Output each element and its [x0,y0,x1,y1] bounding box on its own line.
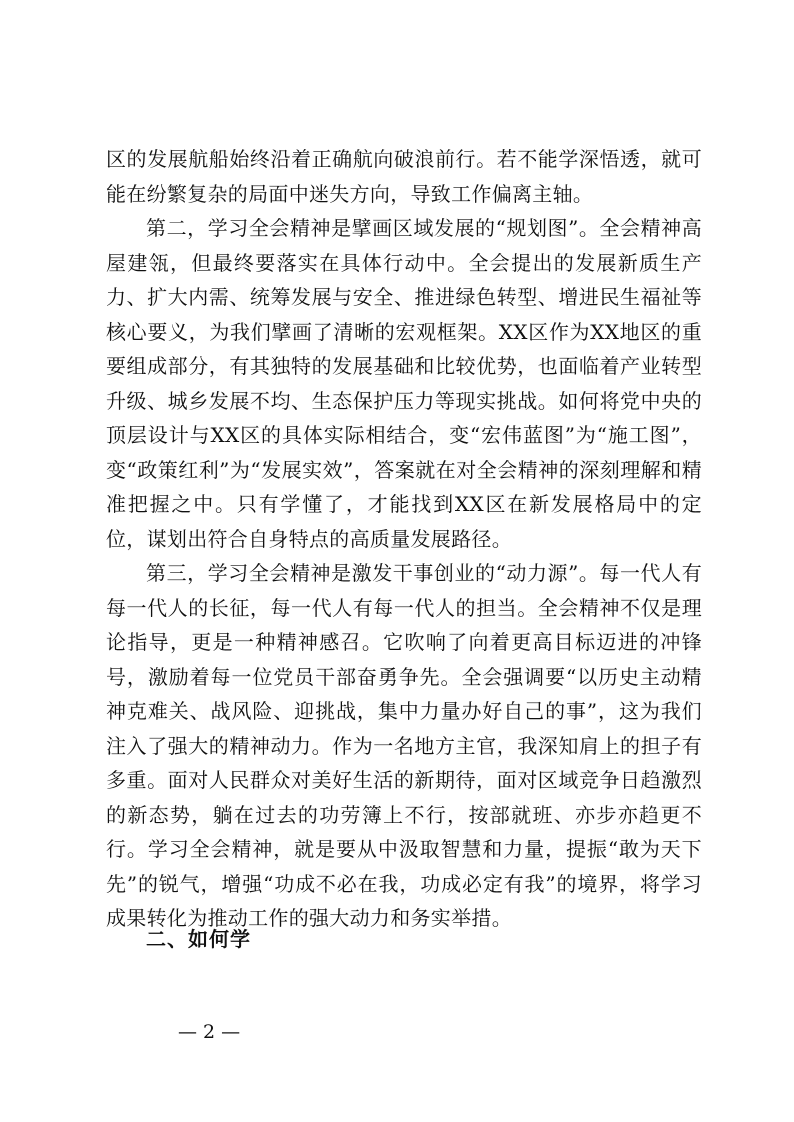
paragraph-third-point: 第三，学习全会精神是激发干事创业的“动力源”。每一代人有每一代人的长征，每一代人有每一代人的担当。全会精神不仅是理论指导，更是一种精神感召。它吹响了向着更高目标迈进的冲锋号，激励着每一位党员干部奋勇争先。全会强调要“以历史主动精神克难关、战风险、迎挑战，集中力量办好自己的事”，这为我们注入了强大的精神动力。作为一名地方主官，我深知肩上的担子有多重。面对人民群众对美好生活的新期待，面对区域竞争日趋激烈的新态势，躺在过去的功劳簿上不行，按部就班、亦步亦趋更不行。学习全会精神，就是要从中汲取智慧和力量，提振“敢为天下先”的锐气，增强“功成不必在我，功成必定有我”的境界，将学习成果转化为推动工作的强大动力和务实举措。 [106,561,702,930]
body-text [106,142,702,936]
page-number: — 2 — [178,1021,241,1043]
paragraph-second-point: 第二，学习全会精神是擘画区域发展的“规划图”。全会精神高屋建瓴，但最终要落实在具体行动中。全会提出的发展新质生产力、扩大内需、统筹发展与安全、推进绿色转型、增进民生福祉等核心要义，为我们擘画了清晰的宏观框架。XX区作为XX地区的重要组成部分，有其独特的发展基础和比较优势，也面临着产业转型升级、城乡发展不均、生态保护压力等现实挑战。如何将党中央的顶层设计与XX区的具体实际相结合，变“宏伟蓝图”为“施工图”，变“政策红利”为“发展实效”，答案就在对全会精神的深刻理解和精准把握之中。只有学懂了，才能找到XX区在新发展格局中的定位，谋划出符合自身特点的高质量发展路径。 [106,216,702,551]
section-heading: 二、如何学 [146,927,251,951]
paragraph-continuation: 区的发展航船始终沿着正确航向破浪前行。若不能学深悟透，就可能在纷繁复杂的局面中迷失方向，导致工作偏离主轴。 [106,147,702,206]
